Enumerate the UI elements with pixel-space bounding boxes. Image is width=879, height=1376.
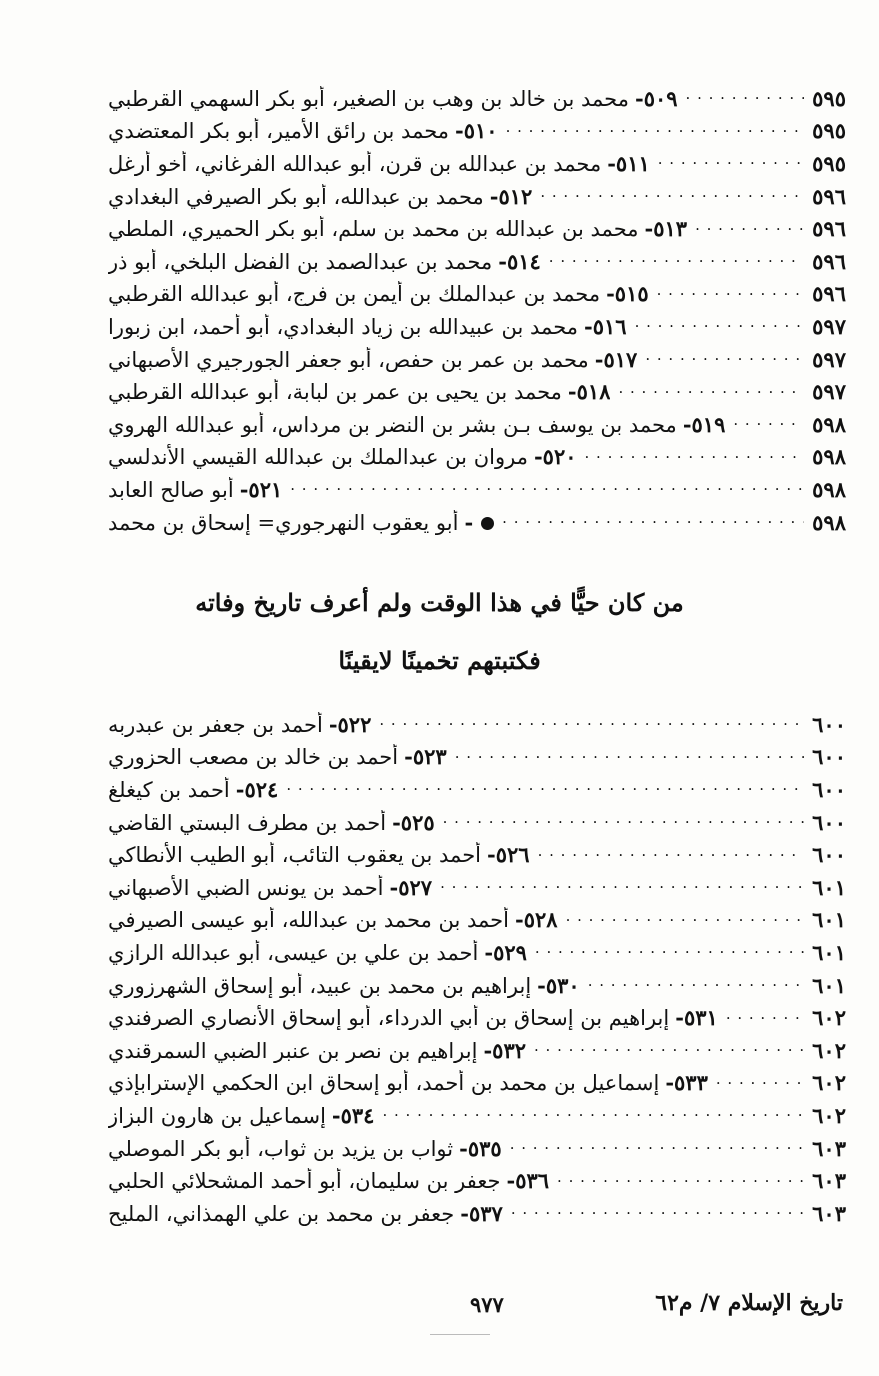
entry-page-number: ٦٠٠ [812,744,846,770]
entry-number: ٥١٥- [606,281,649,307]
entry-text-group [108,1201,503,1226]
entry-number: ٥٣٥- [459,1135,502,1161]
entry-number: ٥١٨- [567,379,611,405]
entry-text-group [108,1070,708,1095]
index-entry [108,473,846,506]
entry-name: أحمد بن يعقوب التائب، أبو الطيب الأنطاكي [108,843,482,868]
entry-number: ٥٣٢- [483,1037,527,1063]
index-entry [108,806,846,839]
dot-leader [733,413,804,435]
dot-leader [540,185,804,207]
index-entry [108,375,846,408]
entry-name: أبو يعقوب النهرجوري= إسحاق بن محمد [108,510,459,535]
entry-text-group [108,875,432,900]
entry-text-group [108,940,527,965]
dot-leader [511,1202,804,1224]
entry-page-number: ٥٩٥ [812,150,846,176]
entry-page-number: ٦٠٣ [812,1168,846,1194]
entry-text-group [108,973,580,998]
index-entry [108,838,846,871]
entry-number: ٥٣٦- [506,1168,550,1194]
entry-name: مروان بن عبدالملك بن عبدالله القيسي الأندلسي [108,445,528,470]
entry-text-group [108,1005,718,1030]
dot-leader [549,250,804,272]
entry-page-number: ٦٠١ [812,939,846,965]
dot-leader [658,152,804,174]
entry-number: ٥١٧- [594,346,638,372]
entry-text-group [108,777,278,802]
entry-page-number: ٥٩٦ [812,183,846,209]
entry-number: ٥١٤- [498,248,541,274]
entry-number: ٥٣٤- [331,1102,375,1128]
entry-number: ٥٣٠- [537,972,580,998]
entry-name: محمد بن عبدالملك بن أيمن بن فرج، أبو عبدالله القرطبي [108,282,601,307]
entry-page-number: ٦٠٠ [812,711,846,737]
entry-number: ٥١٩- [682,411,726,437]
index-entry [108,1034,846,1067]
section-subheading: فكتبتهم تخمينًا لايقينًا [338,646,541,675]
dot-leader [635,315,805,337]
entry-number: ٥١٦- [584,313,627,339]
entry-text-group [108,412,725,437]
dot-leader [726,1007,804,1029]
entry-page-number: ٥٩٥ [812,118,846,144]
dot-leader [657,283,805,305]
entry-page-number: ٦٠٠ [812,776,846,802]
dot-leader [506,120,805,142]
index-entry [108,1099,846,1132]
entry-page-number: ٥٩٦ [812,281,846,307]
entry-page-number: ٦٠٢ [812,1005,846,1031]
index-entry [108,1132,846,1165]
index-entry [108,708,846,741]
footer-book-title: تاريخ الإسلام ٧/ م٦٢ [655,1290,843,1316]
index-entry [108,773,846,806]
index-entry [108,1001,846,1034]
index-entry [108,408,846,441]
entry-name: أحمد بن يونس الضبي الأصبهاني [108,875,384,900]
index-list-top [108,82,846,538]
entry-text-group [108,907,558,932]
index-entry [108,441,846,474]
dot-leader [566,909,805,931]
bullet-icon [481,517,494,530]
dot-leader [534,1039,804,1061]
dot-leader [286,778,804,800]
entry-name: محمد بن رائق الأمير، أبو بكر المعتضدي [108,119,450,144]
dot-leader [618,381,804,403]
entry-text-group [108,1168,549,1193]
entry-text-group [108,842,530,867]
index-list-bottom [108,708,846,1230]
entry-name: محمد بن عبدالله، أبو بكر الصيرفي البغدادي [108,184,484,209]
entry-page-number: ٦٠١ [812,874,846,900]
dot-leader [645,348,804,370]
entry-number: ٥٢٤- [235,776,279,802]
entry-number: ٥٢٣- [404,744,447,770]
index-entry [108,1197,846,1230]
entry-page-number: ٥٩٦ [812,216,846,242]
dot-leader [290,478,804,500]
entry-name: أحمد بن مطرف البستي القاضي [108,810,387,835]
entry-name: محمد بن عبدالله بن قرن، أبو عبدالله الفرغاني، أخو أرغل [108,151,602,176]
index-entry [108,212,846,245]
entry-text-group [108,1103,374,1128]
entry-number: ٥١٢- [489,183,533,209]
entry-text-group [108,86,678,111]
dot-leader [379,713,804,735]
dot-leader [455,746,804,768]
entry-name: محمد بن عمر بن حفص، أبو جعفر الجورجيري الأصبهاني [108,347,589,372]
entry-text-group [108,477,282,502]
entry-number: ٥٢٧- [389,874,433,900]
entry-number: ٥١٣- [644,216,688,242]
entry-number: ٥٣١- [675,1005,718,1031]
entry-name: محمد بن يحيى بن عمر بن لبابة، أبو عبدالله القرطبي [108,380,562,405]
entry-text-group [108,249,541,274]
entry-text-group [108,1038,526,1063]
entry-name: إسماعيل بن محمد بن أحمد، أبو إسحاق ابن الحكمي الإسترابإذي [108,1071,660,1096]
entry-text-group [108,744,447,769]
entry-name: إسماعيل بن هارون البزاز [108,1103,326,1128]
index-entry [108,936,846,969]
dot-leader [538,844,805,866]
entry-text-group [108,510,494,535]
entry-page-number: ٦٠٢ [812,1102,846,1128]
entry-page-number: ٦٠٠ [812,809,846,835]
entry-number: ٥٢٥- [392,809,435,835]
entry-text-group [108,444,577,469]
entry-name: ثواب بن يزيد بن ثواب، أبو بكر الموصلي [108,1136,454,1161]
entry-name: محمد بن عبدالصمد بن الفضل البلخي، أبو ذر [108,249,493,274]
entry-name: أحمد بن علي بن عيسى، أبو عبدالله الرازي [108,940,479,965]
entry-text-group [108,151,650,176]
dot-leader [502,511,804,533]
footer-page-number: ٩٧٧ [470,1292,504,1317]
entry-page-number: ٥٩٧ [812,313,846,339]
entry-name: جعفر بن محمد بن علي الهمذاني، المليح [108,1201,455,1226]
entry-page-number: ٥٩٨ [812,411,846,437]
entry-number: ٥٢١- [239,476,283,502]
dot-leader [557,1170,804,1192]
index-entry [108,1067,846,1100]
entry-page-number: ٦٠٢ [812,1037,846,1063]
dot-leader [382,1104,804,1126]
entry-name: جعفر بن سليمان، أبو أحمد المشحلائي الحلبي [108,1169,501,1194]
entry-number: ٥٣٣- [665,1070,708,1096]
cross-reference-entry [108,506,846,539]
entry-page-number: ٦٠٢ [812,1070,846,1096]
entry-number: ٥٢٢- [328,711,372,737]
entry-name: أحمد بن كيغلغ [108,777,230,802]
footer-divider [430,1334,490,1335]
entry-text-group [108,810,435,835]
entry-text-group [108,281,649,306]
entry-name: إبراهيم بن نصر بن عنبر الضبي السمرقندي [108,1038,478,1063]
entry-text-group [108,712,371,737]
entry-name: محمد بن عبيدالله بن زياد البغدادي، أبو أحمد، ابن زبورا [108,314,578,339]
index-entry [108,82,846,115]
index-entry [108,969,846,1002]
entry-name: أبو صالح العابد [108,477,234,502]
dot-leader [686,87,805,109]
entry-page-number: ٥٩٧ [812,346,846,372]
entry-name: محمد بن خالد بن وهب بن الصغير، أبو بكر السهمي القرطبي [108,86,629,111]
entry-text-group [108,379,610,404]
index-entry [108,1164,846,1197]
entry-name: أحمد بن جعفر بن عبدربه [108,712,323,737]
entry-page-number: ٥٩٥ [812,85,846,111]
entry-name: محمد بن يوسف بـن بشر بن النضر بن مرداس، أبو عبدالله الهروي [108,412,677,437]
dot-leader [535,941,804,963]
entry-page-number: ٥٩٨ [812,444,846,470]
entry-page-number: ٥٩٨ [812,509,846,535]
entry-number: ٥٢٩- [484,939,527,965]
entry-number: ٥٢٨- [515,907,558,933]
entry-page-number: ٦٠٣ [812,1135,846,1161]
entry-name: أحمد بن محمد بن عبدالله، أبو عيسى الصيرفي [108,908,509,933]
entry-page-number: ٥٩٨ [812,476,846,502]
entry-number: ٥٠٩- [634,85,678,111]
entry-number: ٥٣٧- [460,1200,503,1226]
entry-number: ٥١٠- [455,118,498,144]
entry-text-group [108,347,637,372]
entry-text-group [108,184,532,209]
entry-number: ٥١١- [607,150,650,176]
entry-page-number: ٦٠٠ [812,842,846,868]
entry-page-number: ٥٩٦ [812,248,846,274]
entry-page-number: ٦٠٣ [812,1200,846,1226]
dot-leader [588,974,804,996]
index-entry [108,343,846,376]
entry-page-number: ٦٠١ [812,907,846,933]
entry-name: إبراهيم بن إسحاق بن أبي الدرداء، أبو إسحاق الأنصاري الصرفندي [108,1006,670,1031]
index-entry [108,245,846,278]
entry-name: أحمد بن خالد بن مصعب الحزوري [108,745,399,770]
index-entry [108,904,846,937]
entry-text-group [108,1136,502,1161]
dot-leader [443,811,805,833]
section-heading: من كان حيًّا في هذا الوقت ولم أعرف تاريخ وفاته [195,588,684,617]
index-entry [108,115,846,148]
index-entry [108,741,846,774]
entry-number: - [464,509,474,535]
dot-leader [510,1137,804,1159]
dot-leader [440,876,804,898]
entry-page-number: ٦٠١ [812,972,846,998]
entry-number: ٥٢٦- [487,842,530,868]
index-entry [108,180,846,213]
entry-text-group [108,118,498,143]
index-entry [108,147,846,180]
dot-leader [695,218,804,240]
index-entry [108,310,846,343]
entry-text-group [108,216,687,241]
entry-name: إبراهيم بن محمد بن عبيد، أبو إسحاق الشهرزوري [108,973,532,998]
dot-leader [585,446,805,468]
entry-name: محمد بن عبدالله بن محمد بن سلم، أبو بكر الحميري، الملطي [108,217,639,242]
index-entry [108,278,846,311]
entry-text-group [108,314,627,339]
dot-leader [716,1072,804,1094]
index-entry [108,871,846,904]
entry-page-number: ٥٩٧ [812,379,846,405]
entry-number: ٥٢٠- [533,444,577,470]
